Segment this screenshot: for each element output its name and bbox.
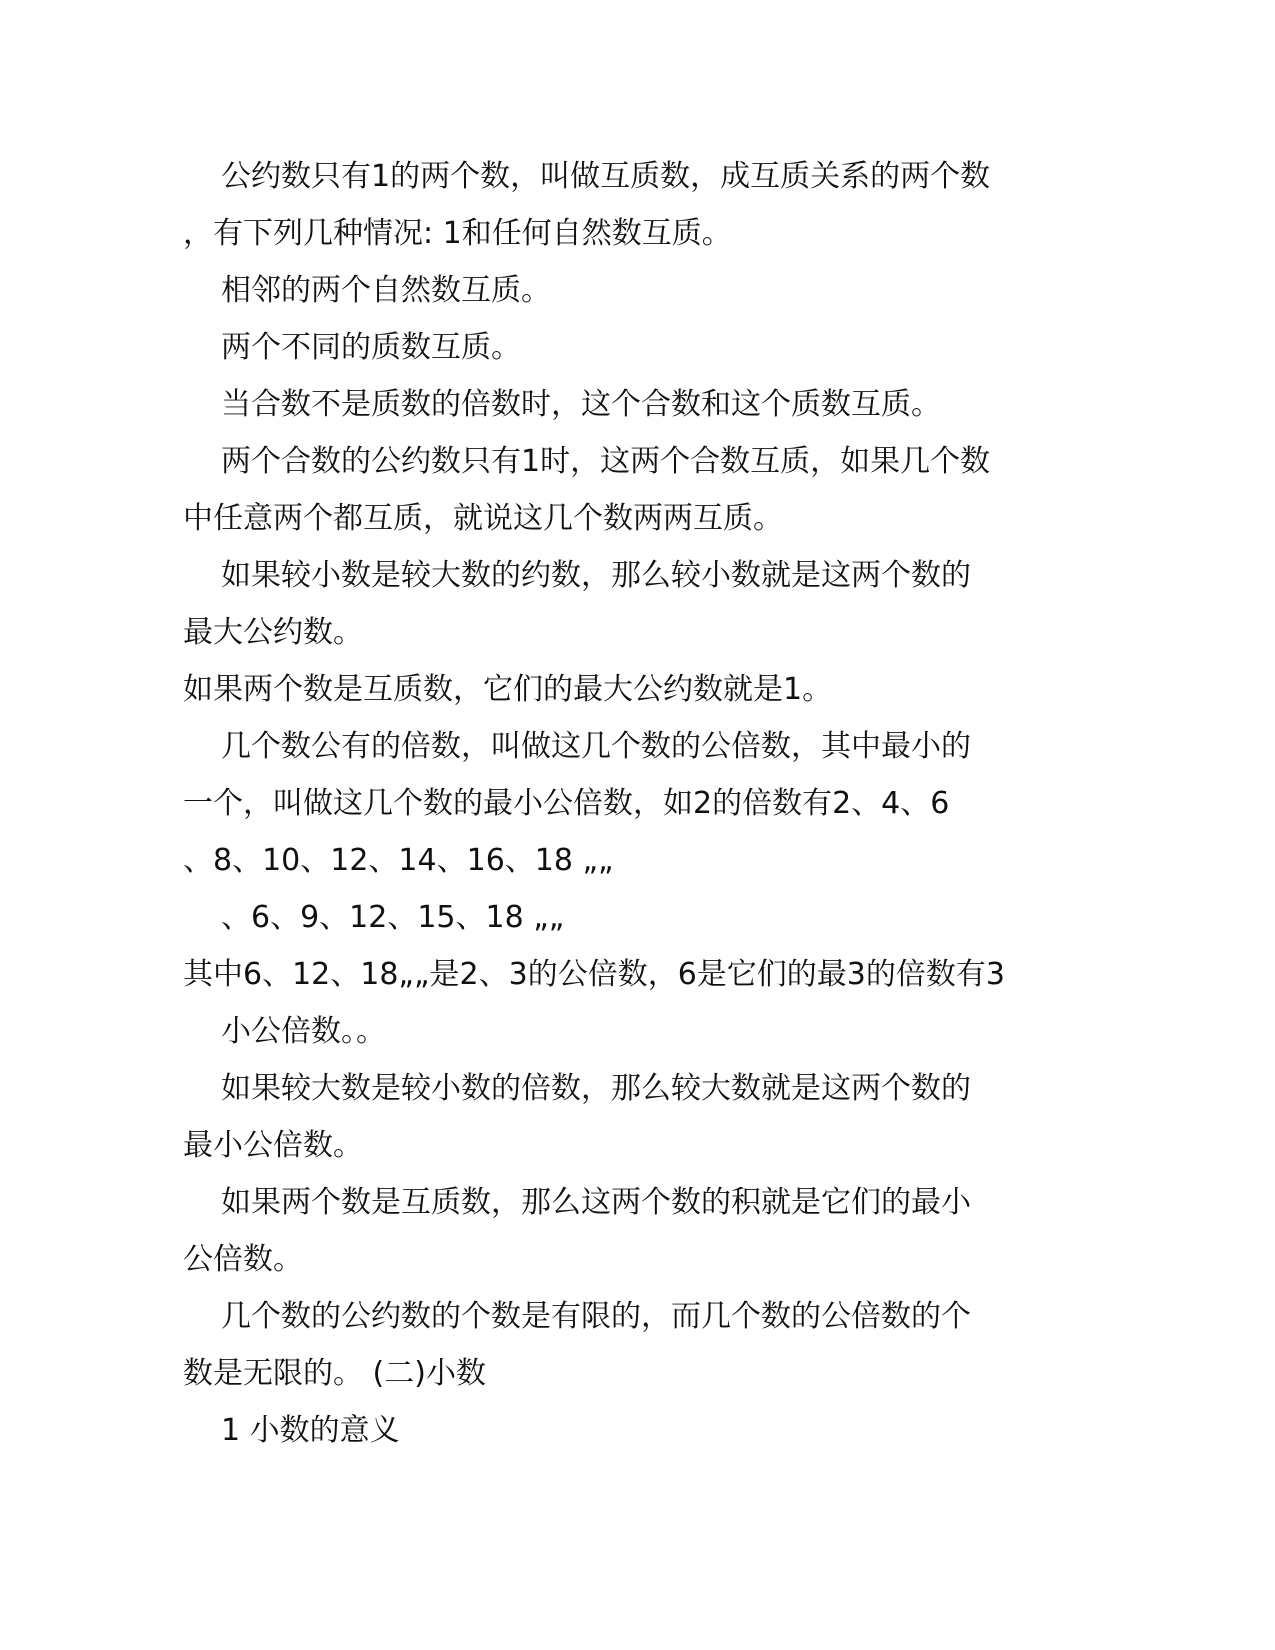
text-line: 公倍数。 <box>183 1242 303 1277</box>
text-line: 相邻的两个自然数互质。 <box>221 273 551 308</box>
text-line: 中任意两个都互质，就说这几个数两两互质。 <box>183 501 783 536</box>
text-line: 公约数只有1的两个数，叫做互质数，成互质关系的两个数 <box>221 159 991 194</box>
text-line: 如果较大数是较小数的倍数，那么较大数就是这两个数的 <box>221 1071 971 1106</box>
text-line: 最小公倍数。 <box>183 1128 363 1163</box>
text-line: ，有下列几种情况: 1和任何自然数互质。 <box>183 216 732 251</box>
text-line: 两个合数的公约数只有1时，这两个合数互质，如果几个数 <box>221 444 991 479</box>
text-line: 如果两个数是互质数，它们的最大公约数就是1。 <box>183 672 833 707</box>
text-line: 几个数的公约数的个数是有限的，而几个数的公倍数的个 <box>221 1299 971 1334</box>
text-line: 小公倍数。。 <box>221 1014 386 1049</box>
text-line: 最大公约数。 <box>183 615 363 650</box>
text-line: 几个数公有的倍数，叫做这几个数的公倍数，其中最小的 <box>221 729 971 764</box>
text-line: 数是无限的。 (二)小数 <box>183 1356 486 1391</box>
text-line: 两个不同的质数互质。 <box>221 330 521 365</box>
text-line: 其中6、12、18„„是2、3的公倍数，6是它们的最3的倍数有3 <box>183 957 1005 992</box>
text-line: 1 小数的意义 <box>221 1413 400 1448</box>
text-line: 如果两个数是互质数，那么这两个数的积就是它们的最小 <box>221 1185 971 1220</box>
text-line: 当合数不是质数的倍数时，这个合数和这个质数互质。 <box>221 387 941 422</box>
text-line: 、8、10、12、14、16、18 „„ <box>183 843 614 878</box>
body-text <box>183 148 1083 1459</box>
text-line: 、6、9、12、15、18 „„ <box>221 900 565 935</box>
text-line: 一个，叫做这几个数的最小公倍数，如2的倍数有2、4、6 <box>183 786 950 821</box>
text-line: 如果较小数是较大数的约数，那么较小数就是这两个数的 <box>221 558 971 593</box>
